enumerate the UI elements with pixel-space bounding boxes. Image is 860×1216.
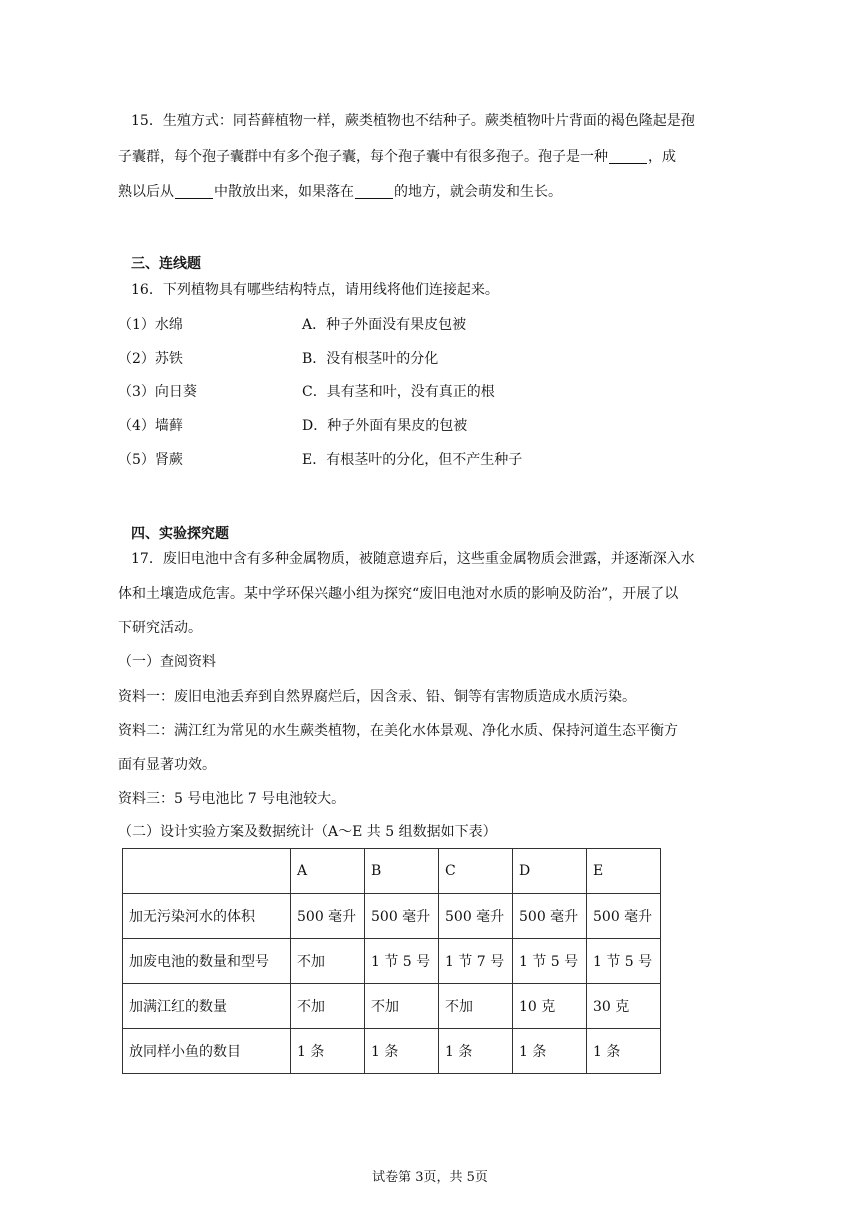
table-cell: 500 毫升 <box>291 894 365 939</box>
answer-blank-2[interactable] <box>175 184 213 199</box>
feature-item-e[interactable]: E．有根茎叶的分化，但不产生种子 <box>302 452 523 468</box>
table-row <box>123 939 661 984</box>
feature-item-b[interactable]: B．没有根茎叶的分化 <box>302 351 439 367</box>
table-cell: 放同样小鱼的数目 <box>123 1029 291 1074</box>
table-cell: 1 条 <box>513 1029 587 1074</box>
reference-3: 资料三：5 号电池比 7 号电池较大。 <box>118 791 346 807</box>
table-cell: 1 条 <box>439 1029 513 1074</box>
table-cell: 500 毫升 <box>587 894 661 939</box>
table-cell: 不加 <box>291 939 365 984</box>
page-footer: 试卷第 3页，共 5页 <box>372 1170 488 1185</box>
step-2-heading: （二）设计实验方案及数据统计（A～E 共 5 组数据如下表） <box>118 824 497 840</box>
table-cell: 500 毫升 <box>513 894 587 939</box>
table-cell: 1 条 <box>291 1029 365 1074</box>
table-cell: 500 毫升 <box>365 894 439 939</box>
table-row <box>123 984 661 1029</box>
table-header-row <box>123 849 661 894</box>
feature-item-a[interactable]: A．种子外面没有果皮包被 <box>302 317 467 333</box>
plant-item-3[interactable]: （3）向日葵 <box>118 384 197 400</box>
q15-line1: 15．生殖方式：同苔藓植物一样，蕨类植物也不结种子。蕨类植物叶片背面的褐色隆起是孢 <box>131 113 695 129</box>
table-cell: 500 毫升 <box>439 894 513 939</box>
q16-stem: 16．下列植物具有哪些结构特点，请用线将他们连接起来。 <box>131 282 499 298</box>
table-cell: 1 条 <box>587 1029 661 1074</box>
table-cell: 1 节 5 号 <box>513 939 587 984</box>
plant-item-4[interactable]: （4）墙藓 <box>118 418 183 434</box>
table-cell: 1 条 <box>365 1029 439 1074</box>
q15-line2 <box>118 145 676 169</box>
feature-item-d[interactable]: D．种子外面有果皮的包被 <box>302 418 468 434</box>
reference-1: 资料一：废旧电池丢弃到自然界腐烂后，因含汞、铅、铜等有害物质造成水质污染。 <box>118 689 636 705</box>
table-row <box>123 894 661 939</box>
section-title-matching: 三、连线题 <box>131 256 201 272</box>
q17-line1: 17．废旧电池中含有多种金属物质，被随意遗弃后，这些重金属物质会泄露，并逐渐深入水 <box>131 551 695 567</box>
table-header-cell: A <box>291 849 365 894</box>
table-row <box>123 1029 661 1074</box>
table-cell: 1 节 5 号 <box>587 939 661 984</box>
section-title-experiment: 四、实验探究题 <box>131 526 229 542</box>
q15-line3-mid: 中散放出来，如果落在 <box>214 184 354 200</box>
reference-2-line2: 面有显著功效。 <box>118 757 216 773</box>
feature-item-c[interactable]: C．具有茎和叶，没有真正的根 <box>302 384 495 400</box>
table-cell: 1 节 5 号 <box>365 939 439 984</box>
table-cell: 10 克 <box>513 984 587 1029</box>
q15-line2-end: ，成 <box>648 149 676 165</box>
table-cell: 加废电池的数量和型号 <box>123 939 291 984</box>
table-header-cell: C <box>439 849 513 894</box>
table-header-cell: B <box>365 849 439 894</box>
table-header-cell: E <box>587 849 661 894</box>
table-cell: 加满江红的数量 <box>123 984 291 1029</box>
table-cell: 不加 <box>365 984 439 1029</box>
q15-line3-start: 熟以后从 <box>118 184 174 200</box>
plant-item-2[interactable]: （2）苏铁 <box>118 351 183 367</box>
answer-blank-1[interactable] <box>609 149 647 164</box>
table-header-cell: D <box>513 849 587 894</box>
table-cell: 加无污染河水的体积 <box>123 894 291 939</box>
experiment-table <box>122 848 661 1074</box>
reference-2-line1: 资料二：满江红为常见的水生蕨类植物，在美化水体景观、净化水质、保持河道生态平衡方 <box>118 723 678 739</box>
step-1-heading: （一）查阅资料 <box>118 654 216 670</box>
q17-line2: 体和土壤造成危害。某中学环保兴趣小组为探究“废旧电池对水质的影响及防治”，开展了以 <box>118 586 679 602</box>
table-header-cell <box>123 849 291 894</box>
q15-line2-text: 子囊群，每个孢子囊群中有多个孢子囊，每个孢子囊中有很多孢子。孢子是一种 <box>118 149 608 165</box>
table-cell: 不加 <box>291 984 365 1029</box>
q17-line3: 下研究活动。 <box>118 620 202 636</box>
answer-blank-3[interactable] <box>355 184 393 199</box>
plant-item-5[interactable]: （5）肾蕨 <box>118 452 183 468</box>
q15-line3-end: 的地方，就会萌发和生长。 <box>394 184 562 200</box>
plant-item-1[interactable]: （1）水绵 <box>118 317 183 333</box>
table-cell: 不加 <box>439 984 513 1029</box>
table-cell: 30 克 <box>587 984 661 1029</box>
table-cell: 1 节 7 号 <box>439 939 513 984</box>
q15-line3 <box>118 180 562 204</box>
